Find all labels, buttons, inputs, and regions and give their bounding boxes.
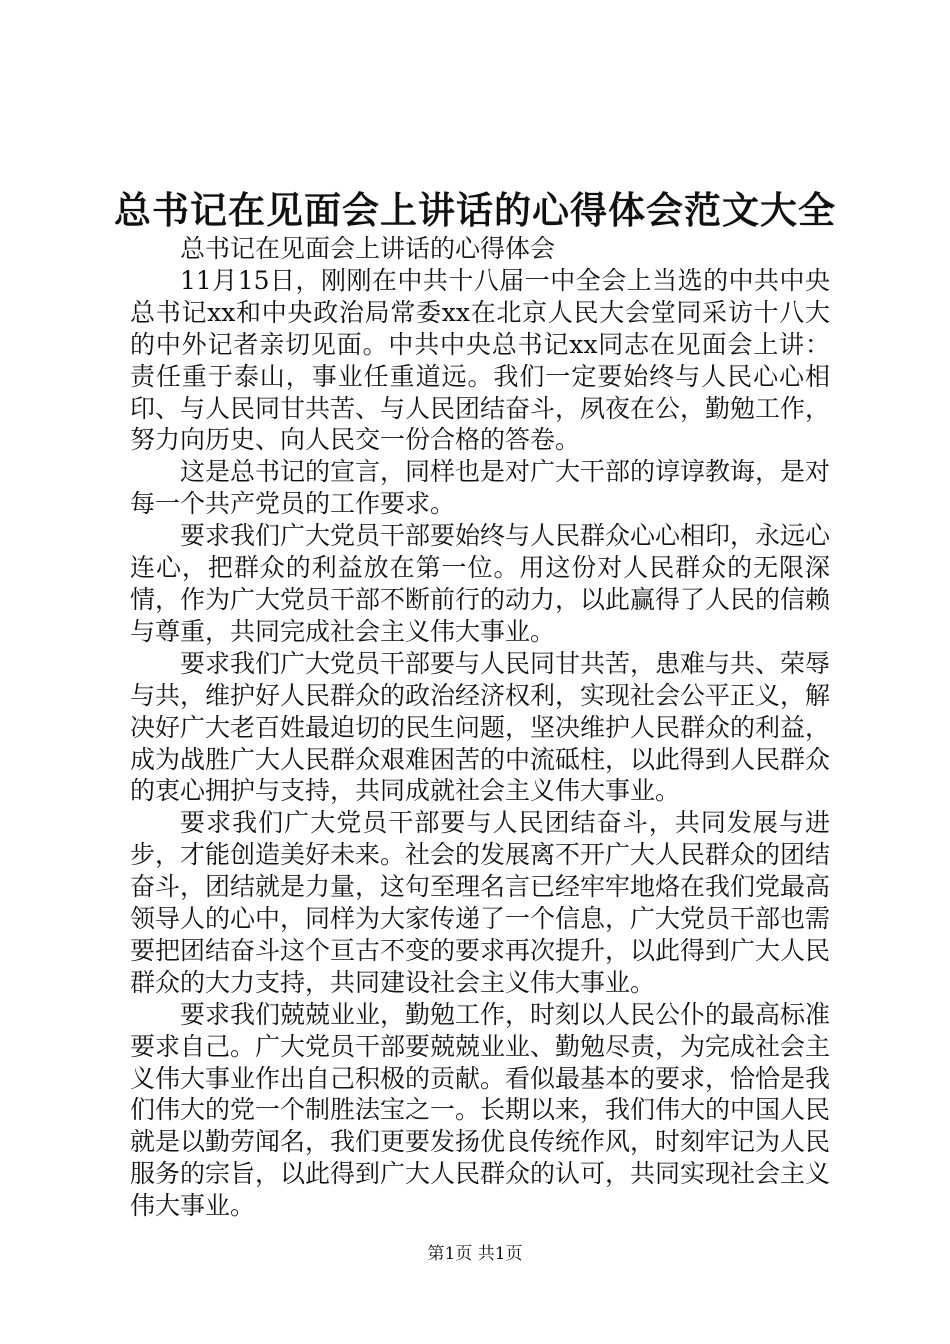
- paragraph: 这是总书记的宣言，同样也是对广大干部的谆谆教诲，是对每一个共产党员的工作要求。: [130, 457, 831, 519]
- paragraph: 要求我们广大党员干部要与人民同甘共苦，患难与共、荣辱与共，维护好人民群众的政治经济权利，实现社会公平正义，解决好广大老百姓最迫切的民生问题，坚决维护人民群众的利益，成为战胜广大人民群众艰难困苦的中流砥柱，以此得到人民群众的衷心拥护与支持，共同成就社会主义伟大事业。: [130, 648, 831, 806]
- paragraph: 11月15日，刚刚在中共十八届一中全会上当选的中共中央总书记xx和中央政治局常委xx在北京人民大会堂同采访十八大的中外记者亲切见面。中共中央总书记xx同志在见面会上讲：责任重于泰山，事业任重道远。我们一定要始终与人民心心相印、与人民同甘共苦、与人民团结奋斗，夙夜在公，勤勉工作，努力向历史、向人民交一份合格的答卷。: [130, 265, 831, 455]
- page-number-footer: 第1页 共1页: [427, 1244, 523, 1264]
- document-body: [130, 233, 830, 1222]
- paragraph: 要求我们广大党员干部要与人民团结奋斗，共同发展与进步，才能创造美好未来。社会的发展离不开广大人民群众的团结奋斗，团结就是力量，这句至理名言已经牢牢地烙在我们党最高领导人的心中，同样为大家传递了一个信息，广大党员干部也需要把团结奋斗这个亘古不变的要求再次提升，以此得到广大人民群众的大力支持，共同建设社会主义伟大事业。: [130, 808, 831, 997]
- paragraph: 要求我们兢兢业业，勤勉工作，时刻以人民公仆的最高标准要求自己。广大党员干部要兢兢业业、勤勉尽责，为完成社会主义伟大事业作出自己积极的贡献。看似最基本的要求，恰恰是我们伟大的党一个制胜法宝之一。长期以来，我们伟大的中国人民就是以勤劳闻名，我们更要发扬优良传统作风，时刻牢记为人民服务的宗旨，以此得到广大人民群众的认可，共同实现社会主义伟大事业。: [130, 999, 831, 1221]
- paragraph: 要求我们广大党员干部要始终与人民群众心心相印，永远心连心，把群众的利益放在第一位。用这份对人民群众的无限深情，作为广大党员干部不断前行的动力，以此赢得了人民的信赖与尊重，共同完成社会主义伟大事业。: [130, 521, 831, 646]
- paragraph-subtitle: 总书记在见面会上讲话的心得体会: [180, 234, 556, 263]
- document-title: 总书记在见面会上讲话的心得体会范文大全: [114, 188, 836, 232]
